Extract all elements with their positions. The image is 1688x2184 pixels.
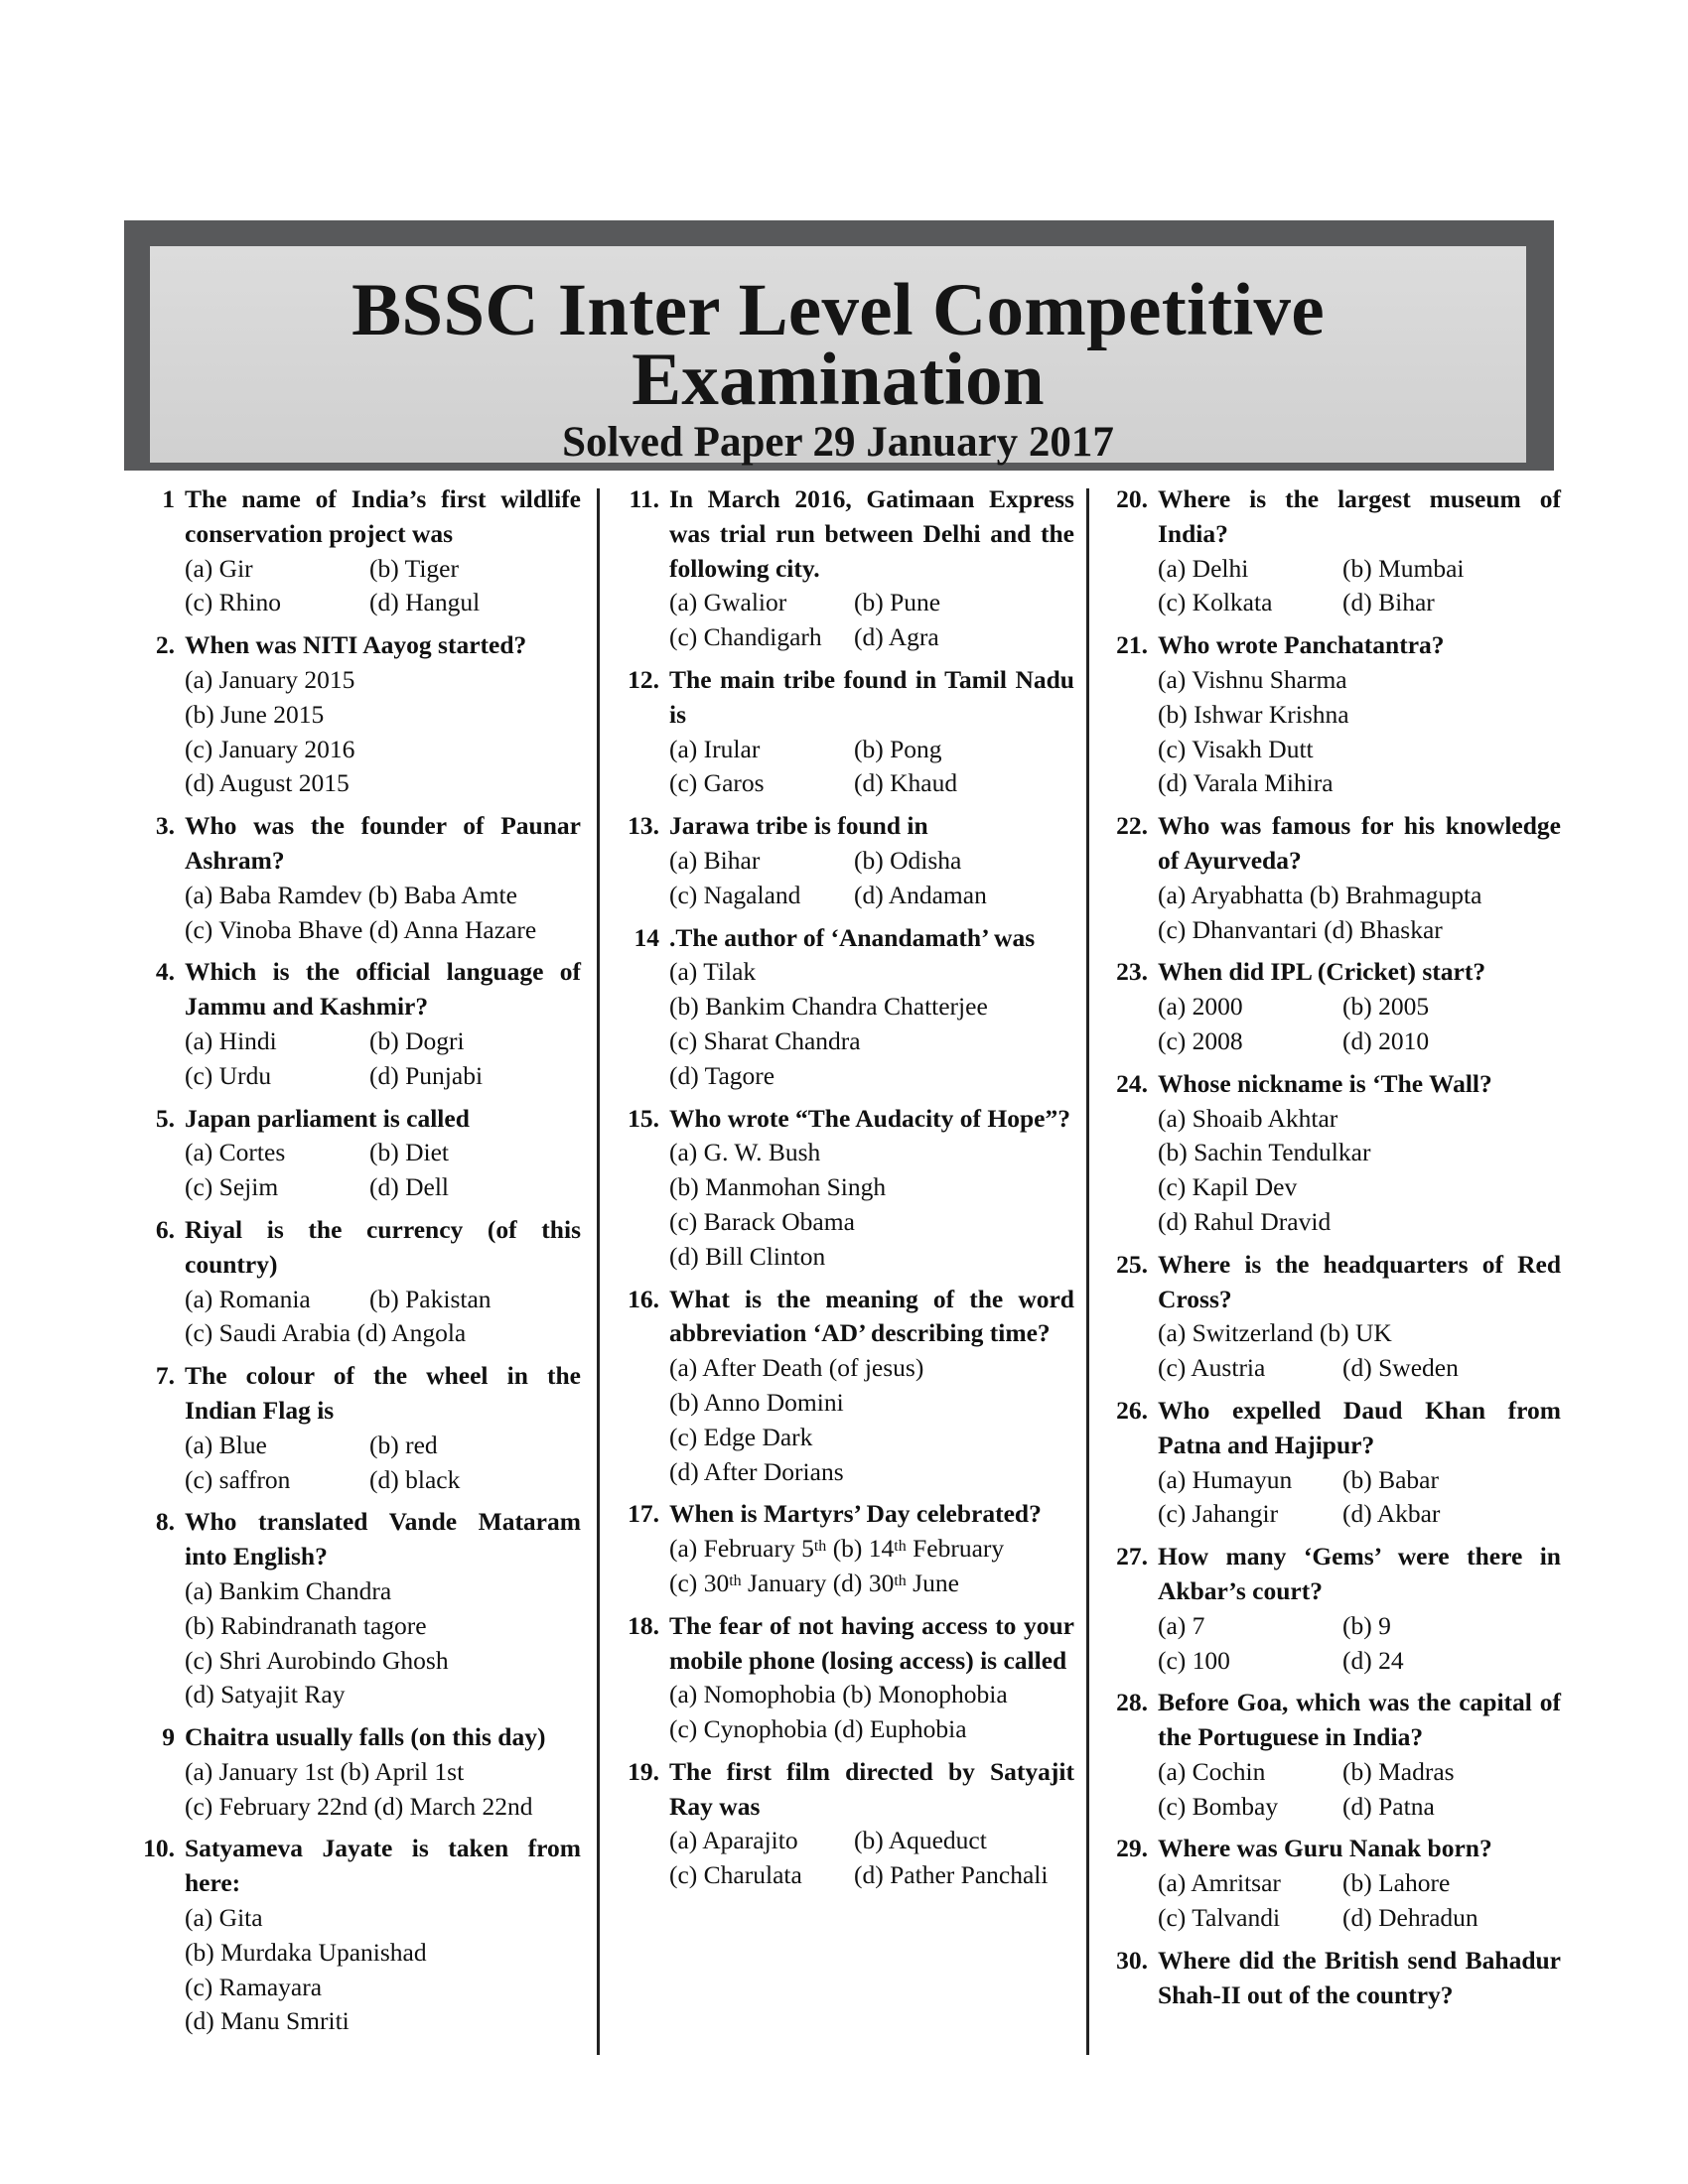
answer-option: (c) Saudi Arabia (d) Angola	[185, 1318, 467, 1348]
answer-options	[1158, 1609, 1561, 1679]
answer-option: (a) G. W. Bush	[669, 1138, 821, 1167]
answer-options	[1158, 663, 1561, 801]
question-text: Who was famous for his knowledge of Ayurveda?	[1158, 811, 1561, 875]
answer-options	[669, 1824, 1074, 1893]
answer-options	[185, 663, 581, 801]
question-number: 7.	[155, 1361, 175, 1391]
answer-options	[669, 1532, 1074, 1601]
answer-option: (b) Pakistan	[369, 1284, 492, 1313]
answer-option: (a) Cochin	[1158, 1756, 1266, 1786]
question-item	[624, 1102, 1074, 1275]
question-number: 18.	[628, 1610, 659, 1640]
question-number: 16.	[628, 1284, 659, 1313]
answer-option: (d) August 2015	[185, 768, 350, 798]
question-text: When is Martyrs’ Day celebrated?	[669, 1499, 1042, 1529]
answer-option: (a) Delhi	[1158, 553, 1249, 583]
answer-option: (d) Satyajit Ray	[185, 1680, 346, 1709]
question-text: Before Goa, which was the capital of the Portuguese in India?	[1158, 1688, 1561, 1752]
question-number: 26.	[1116, 1395, 1148, 1425]
answer-option: (d) Bill Clinton	[669, 1241, 826, 1271]
answer-options	[185, 1755, 581, 1825]
question-item	[1112, 809, 1561, 947]
question-number: 2.	[155, 630, 175, 660]
question-number: 4.	[155, 957, 175, 987]
answer-option: (d) Rahul Dravid	[1158, 1206, 1332, 1236]
answer-option: (b) 9	[1342, 1610, 1391, 1640]
question-number: 11.	[629, 484, 659, 513]
question-number: 6.	[155, 1214, 175, 1244]
question-text: Where is the headquarters of Red Cross?	[1158, 1249, 1561, 1313]
question-number: 23.	[1116, 957, 1148, 987]
question-item	[624, 1283, 1074, 1490]
answer-option: (c) Cynophobia (d) Euphobia	[669, 1714, 967, 1744]
question-text: Satyameva Jayate is taken from here:	[185, 1834, 581, 1898]
question-text: What is the meaning of the word abbreviation ‘AD’ describing time?	[669, 1284, 1074, 1348]
answer-option: (c) saffron	[185, 1464, 291, 1494]
answer-option: (d) Dehradun	[1342, 1903, 1478, 1933]
question-text: .The author of ‘Anandamath’ was	[669, 922, 1036, 952]
question-number: 10.	[143, 1834, 175, 1863]
answer-options	[1158, 1102, 1561, 1240]
answer-option: (d) black	[369, 1464, 461, 1494]
answer-option: (d) Varala Mihira	[1158, 768, 1334, 798]
question-number: 13.	[628, 811, 659, 841]
question-number: 9	[162, 1722, 175, 1752]
question-item	[1112, 482, 1561, 620]
answer-option: (b) Babar	[1342, 1464, 1439, 1494]
answer-option: (d) Bihar	[1342, 588, 1435, 617]
column-divider	[597, 488, 600, 2055]
question-text: Where did the British send Bahadur Shah-II out of the country?	[1158, 1945, 1561, 2009]
question-number: 22.	[1116, 811, 1148, 841]
answer-option: (c) Ramayara	[185, 1972, 323, 2001]
answer-option: (d) Pather Panchali	[854, 1860, 1049, 1890]
question-number: 19.	[628, 1756, 659, 1786]
question-text: Chaitra usually falls (on this day)	[185, 1722, 546, 1752]
question-number: 1	[162, 484, 175, 513]
answer-option: (c) Edge Dark	[669, 1422, 813, 1451]
question-text: How many ‘Gems’ were there in Akbar’s court?	[1158, 1542, 1561, 1605]
question-item	[139, 809, 581, 947]
answer-option: (d) Manu Smriti	[185, 2006, 350, 2036]
answer-options	[185, 879, 581, 948]
answer-option: (a) After Death (of jesus)	[669, 1353, 924, 1383]
page-subtitle: Solved Paper 29 January 2017	[562, 419, 1114, 466]
answer-option: (a) January 1st (b) April 1st	[185, 1756, 465, 1786]
answer-option: (c) Dhanvantari (d) Bhaskar	[1158, 914, 1443, 944]
answer-option: (a) Irular	[669, 734, 761, 763]
question-number: 20.	[1116, 484, 1148, 513]
question-column-1	[139, 482, 581, 2047]
question-text: When was NITI Aayog started?	[185, 630, 527, 660]
answer-option: (c) Urdu	[185, 1060, 272, 1090]
question-text: Who was the founder of Paunar Ashram?	[185, 811, 581, 875]
answer-option: (a) Aryabhatta (b) Brahmagupta	[1158, 880, 1482, 909]
answer-option: (c) Vinoba Bhave (d) Anna Hazare	[185, 914, 537, 944]
question-item	[1112, 1686, 1561, 1824]
answer-option: (c) Rhino	[185, 588, 282, 617]
question-item	[1112, 1832, 1561, 1935]
question-column-2	[624, 482, 1074, 1901]
answer-option: (a) Nomophobia (b) Monophobia	[669, 1680, 1008, 1709]
answer-options	[669, 733, 1074, 802]
answer-option: (b) Ishwar Krishna	[1158, 699, 1349, 729]
answer-option: (b) Mumbai	[1342, 553, 1465, 583]
question-text: The main tribe found in Tamil Nadu is	[669, 664, 1074, 729]
answer-option: (b) Bankim Chandra Chatterjee	[669, 992, 988, 1022]
answer-option: (c) Austria	[1158, 1353, 1266, 1383]
answer-option: (a) Shoaib Akhtar	[1158, 1103, 1338, 1133]
question-item	[139, 955, 581, 1093]
answer-option: (b) Anno Domini	[669, 1387, 844, 1417]
answer-option: (a) Amritsar	[1158, 1868, 1281, 1898]
answer-option: (c) 100	[1158, 1645, 1230, 1675]
answer-options	[185, 1024, 581, 1094]
answer-option: (c) 30th January (d) 30th June	[669, 1568, 959, 1597]
question-number: 21.	[1116, 630, 1148, 660]
question-item	[139, 1832, 581, 2039]
question-item	[1112, 955, 1561, 1058]
answer-option: (a) Switzerland (b) UK	[1158, 1318, 1392, 1348]
page-title-line-2: Examination	[632, 339, 1045, 421]
answer-option: (d) Khaud	[854, 768, 958, 798]
question-text: Who expelled Daud Khan from Patna and Hajipur?	[1158, 1395, 1561, 1459]
answer-option: (a) 7	[1158, 1610, 1205, 1640]
question-item	[1112, 1540, 1561, 1678]
answer-options	[669, 1136, 1074, 1274]
question-item	[139, 1102, 581, 1205]
question-item	[139, 482, 581, 620]
question-item	[624, 482, 1074, 655]
answer-option: (c) Shri Aurobindo Ghosh	[185, 1645, 449, 1675]
question-text: Japan parliament is called	[185, 1103, 470, 1133]
answer-option: (d) Andaman	[854, 880, 987, 909]
question-item	[139, 1359, 581, 1497]
answer-option: (c) Jahangir	[1158, 1499, 1279, 1529]
question-number: 30.	[1116, 1945, 1148, 1975]
question-number: 29.	[1116, 1834, 1148, 1863]
answer-option: (a) Romania	[185, 1284, 311, 1313]
answer-option: (c) Garos	[669, 768, 765, 798]
question-number: 28.	[1116, 1688, 1148, 1717]
answer-option: (d) Tagore	[669, 1060, 775, 1090]
answer-option: (b) Pong	[854, 734, 942, 763]
question-item	[624, 663, 1074, 801]
answer-option: (b) June 2015	[185, 699, 325, 729]
answer-option: (c) Kolkata	[1158, 588, 1273, 617]
column-divider	[1086, 488, 1089, 2055]
answer-option: (a) Cortes	[185, 1138, 286, 1167]
question-number: 14	[633, 922, 659, 952]
answer-option: (c) Chandigarh	[669, 622, 822, 652]
answer-options	[1158, 1755, 1561, 1825]
question-text: Which is the official language of Jammu and Kashmir?	[185, 957, 581, 1022]
answer-option: (c) Barack Obama	[669, 1206, 855, 1236]
answer-option: (a) Humayun	[1158, 1464, 1293, 1494]
question-item	[139, 628, 581, 801]
question-item	[139, 1505, 581, 1712]
answer-option: (c) Talvandi	[1158, 1903, 1281, 1933]
question-text: When did IPL (Cricket) start?	[1158, 957, 1486, 987]
answer-options	[185, 1901, 581, 2039]
answer-option: (a) Baba Ramdev (b) Baba Amte	[185, 880, 517, 909]
answer-option: (a) Gir	[185, 553, 253, 583]
answer-options	[185, 1283, 581, 1352]
answer-option: (d) Agra	[854, 622, 939, 652]
question-number: 27.	[1116, 1542, 1148, 1571]
answer-options	[185, 552, 581, 621]
answer-option: (b) Lahore	[1342, 1868, 1451, 1898]
answer-option: (b) 2005	[1342, 992, 1430, 1022]
answer-option: (d) Dell	[369, 1172, 450, 1202]
answer-options	[669, 844, 1074, 913]
question-item	[1112, 1394, 1561, 1532]
page-title-line-1: BSSC Inter Level Competitive	[352, 269, 1325, 351]
answer-options	[1158, 1866, 1561, 1936]
answer-option: (a) Bankim Chandra	[185, 1575, 392, 1605]
answer-option: (b) Sachin Tendulkar	[1158, 1138, 1371, 1167]
question-text: Who wrote “The Audacity of Hope”?	[669, 1103, 1070, 1133]
question-text: The first film directed by Satyajit Ray was	[669, 1756, 1074, 1821]
question-item	[139, 1213, 581, 1351]
answer-option: (c) Kapil Dev	[1158, 1172, 1298, 1202]
answer-options	[1158, 1463, 1561, 1533]
question-item	[1112, 1067, 1561, 1240]
question-text: The colour of the wheel in the Indian Flag is	[185, 1361, 581, 1425]
answer-options	[1158, 990, 1561, 1059]
answer-options	[669, 1678, 1074, 1747]
answer-option: (c) Visakh Dutt	[1158, 734, 1314, 763]
question-number: 5.	[155, 1103, 175, 1133]
question-number: 25.	[1116, 1249, 1148, 1279]
answer-option: (a) Bihar	[669, 845, 761, 875]
answer-option: (d) Akbar	[1342, 1499, 1441, 1529]
answer-option: (a) Aparajito	[669, 1826, 798, 1855]
answer-option: (a) Blue	[185, 1430, 267, 1459]
answer-options	[1158, 1316, 1561, 1386]
answer-option: (c) Bombay	[1158, 1791, 1279, 1821]
answer-option: (b) Dogri	[369, 1025, 465, 1055]
answer-option: (b) Odisha	[854, 845, 962, 875]
question-column-3	[1112, 482, 1561, 2020]
answer-option: (a) Hindi	[185, 1025, 277, 1055]
answer-option: (d) Hangul	[369, 588, 481, 617]
question-text: Who translated Vande Mataram into English?	[185, 1507, 581, 1571]
answer-option: (b) red	[369, 1430, 438, 1459]
question-text: Riyal is the currency (of this country)	[185, 1214, 581, 1279]
question-item	[624, 1609, 1074, 1747]
answer-options	[1158, 879, 1561, 948]
question-number: 3.	[155, 811, 175, 841]
answer-options	[185, 1136, 581, 1205]
question-item	[139, 1720, 581, 1824]
answer-options	[185, 1574, 581, 1712]
question-item	[624, 809, 1074, 912]
answer-option: (b) Manmohan Singh	[669, 1172, 887, 1202]
question-number: 17.	[628, 1499, 659, 1529]
question-item	[624, 1497, 1074, 1600]
question-item	[1112, 1248, 1561, 1386]
answer-option: (b) Diet	[369, 1138, 450, 1167]
answer-option: (d) 24	[1342, 1645, 1404, 1675]
answer-option: (b) Murdaka Upanishad	[185, 1937, 427, 1967]
question-text: Where was Guru Nanak born?	[1158, 1834, 1492, 1863]
question-number: 8.	[155, 1507, 175, 1537]
answer-option: (b) Rabindranath tagore	[185, 1610, 427, 1640]
answer-option: (c) Sejim	[185, 1172, 279, 1202]
question-text: Whose nickname is ‘The Wall?	[1158, 1068, 1492, 1098]
answer-option: (a) Gwalior	[669, 588, 787, 617]
answer-option: (b) Pune	[854, 588, 941, 617]
answer-option: (a) Vishnu Sharma	[1158, 664, 1347, 694]
answer-option: (d) Punjabi	[369, 1060, 484, 1090]
answer-option: (c) January 2016	[185, 734, 355, 763]
question-item	[1112, 1944, 1561, 2013]
answer-option: (a) Tilak	[669, 957, 757, 987]
answer-option: (b) Aqueduct	[854, 1826, 987, 1855]
answer-options	[185, 1429, 581, 1498]
question-number: 15.	[628, 1103, 659, 1133]
answer-option: (c) Charulata	[669, 1860, 802, 1890]
question-text: Who wrote Panchatantra?	[1158, 630, 1445, 660]
answer-options	[669, 586, 1074, 655]
answer-option: (b) Tiger	[369, 553, 459, 583]
answer-option: (a) January 2015	[185, 664, 355, 694]
question-text: The fear of not having access to your mobile phone (losing access) is called	[669, 1610, 1074, 1675]
question-item	[624, 921, 1074, 1094]
answer-options	[669, 955, 1074, 1093]
answer-option: (a) 2000	[1158, 992, 1243, 1022]
question-item	[624, 1755, 1074, 1893]
question-item	[1112, 628, 1561, 801]
title-banner	[124, 220, 1554, 471]
title-panel	[150, 246, 1526, 466]
answer-option: (d) Patna	[1342, 1791, 1435, 1821]
question-number: 24.	[1116, 1068, 1148, 1098]
answer-option: (a) Gita	[185, 1903, 263, 1933]
question-text: The name of India’s first wildlife conservation project was	[185, 484, 581, 548]
answer-option: (c) Nagaland	[669, 880, 801, 909]
question-number: 12.	[628, 664, 659, 694]
question-text: In March 2016, Gatimaan Express was trial run between Delhi and the following city.	[669, 484, 1074, 583]
answer-option: (b) Madras	[1342, 1756, 1455, 1786]
answer-option: (d) Sweden	[1342, 1353, 1459, 1383]
question-text: Where is the largest museum of India?	[1158, 484, 1561, 548]
answer-option: (c) 2008	[1158, 1025, 1243, 1055]
answer-option: (c) February 22nd (d) March 22nd	[185, 1791, 533, 1821]
answer-option: (a) February 5th (b) 14th February	[669, 1534, 1005, 1564]
answer-options	[669, 1351, 1074, 1489]
answer-option: (d) 2010	[1342, 1025, 1430, 1055]
answer-options	[1158, 552, 1561, 621]
answer-option: (c) Sharat Chandra	[669, 1025, 861, 1055]
answer-option: (d) After Dorians	[669, 1456, 844, 1486]
question-text: Jarawa tribe is found in	[669, 811, 928, 841]
